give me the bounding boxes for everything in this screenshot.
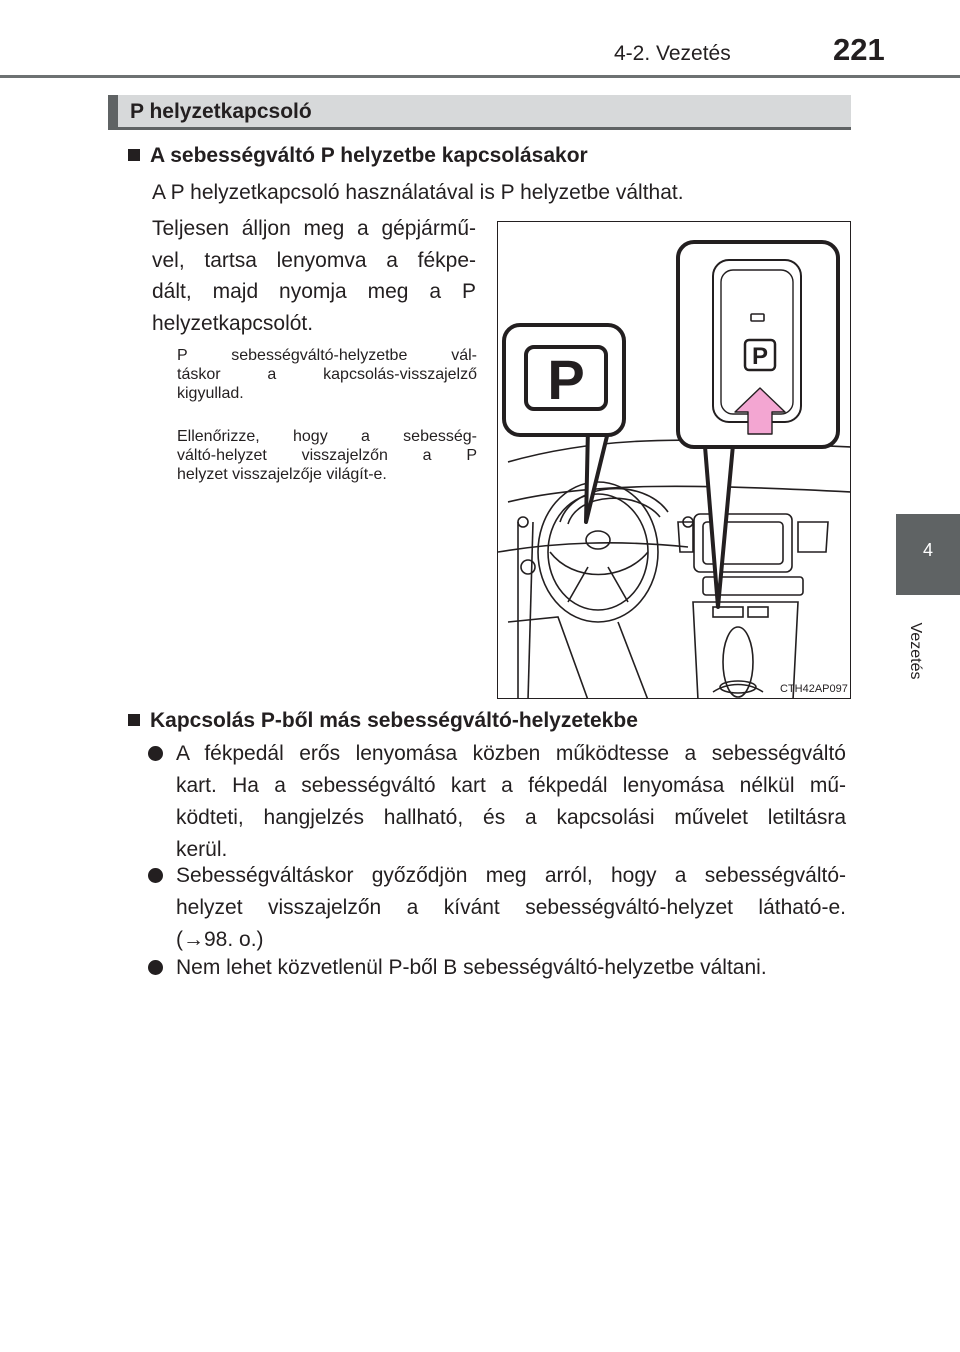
note-1 xyxy=(177,346,477,403)
bullet-line: A fékpedál erős lenyomása közben működtesse a sebességváltó xyxy=(176,742,846,765)
bullet-line: ködteti, hangjelzés hallható, és a kapcsolási művelet letiltásra xyxy=(176,806,846,829)
round-bullet-icon xyxy=(148,960,163,975)
round-bullet-icon xyxy=(148,868,163,883)
p-switch-illustration xyxy=(497,221,851,699)
subsection-heading-1-text: A sebességváltó P helyzetbe kapcsolásakor xyxy=(150,144,588,167)
dashboard-drawing xyxy=(498,222,851,699)
instruction-line: Teljesen álljon meg a gépjármű- xyxy=(152,217,476,240)
header-divider xyxy=(0,75,960,78)
bullet-line: kart. Ha a sebességváltó kart a fékpedál lenyomása nélkül mű- xyxy=(176,774,846,797)
header-section-label: 4-2. Vezetés xyxy=(614,42,731,65)
page-number: 221 xyxy=(833,32,885,67)
note-line: helyzet visszajelzője világít-e. xyxy=(177,466,387,483)
note-line: P sebességváltó-helyzetbe vál- xyxy=(177,347,477,364)
switch-p-letter: P xyxy=(751,343,769,370)
bullet-item-2 xyxy=(176,860,846,956)
round-bullet-icon xyxy=(148,746,163,761)
instruction-line: helyzetkapcsolót. xyxy=(152,311,314,335)
note-line: kigyullad. xyxy=(177,385,244,402)
bullet-item-1 xyxy=(176,738,846,866)
instruction-line: vel, tartsa lenyomva a fékpe- xyxy=(152,248,476,272)
figure-code: CTH42AP097 xyxy=(780,683,848,695)
instruction-paragraph xyxy=(152,213,476,339)
note-2 xyxy=(177,427,477,484)
section-title-bar xyxy=(108,95,851,130)
chapter-label-wrap xyxy=(905,606,925,696)
callout-p-letter: P xyxy=(547,348,585,411)
chapter-number: 4 xyxy=(922,540,933,560)
bullet-line: (→98. o.) xyxy=(176,928,264,951)
chapter-label: Vezetés xyxy=(907,622,924,680)
section-title: P helyzetkapcsoló xyxy=(130,100,312,123)
note-line: váltó-helyzet visszajelzőn a P xyxy=(177,447,477,464)
note-line: táskor a kapcsolás-visszajelző xyxy=(177,366,477,383)
instruction-line: dált, majd nyomja meg a P xyxy=(152,280,476,303)
bullet-item-3 xyxy=(176,952,846,984)
bullet-line: Sebességváltáskor győződjön meg arról, hogy a sebességváltó- xyxy=(176,864,846,887)
square-bullet-icon xyxy=(128,149,140,161)
bullet-line: helyzet visszajelzőn a kívánt sebességváltó-helyzet látható-e. xyxy=(176,896,846,919)
square-bullet-icon xyxy=(128,714,140,726)
subsection-heading-1 xyxy=(128,144,588,168)
subsection-heading-2-text: Kapcsolás P-ből más sebességváltó-helyzetekbe xyxy=(150,709,638,732)
intro-paragraph: A P helyzetkapcsoló használatával is P helyzetbe válthat. xyxy=(152,181,684,204)
subsection-heading-2 xyxy=(128,709,638,733)
note-line: Ellenőrizze, hogy a sebesség- xyxy=(177,428,477,445)
bullet-line: Nem lehet közvetlenül P-ből B sebességváltó-helyzetbe váltani. xyxy=(176,956,767,979)
bullet-line: kerül. xyxy=(176,838,228,861)
